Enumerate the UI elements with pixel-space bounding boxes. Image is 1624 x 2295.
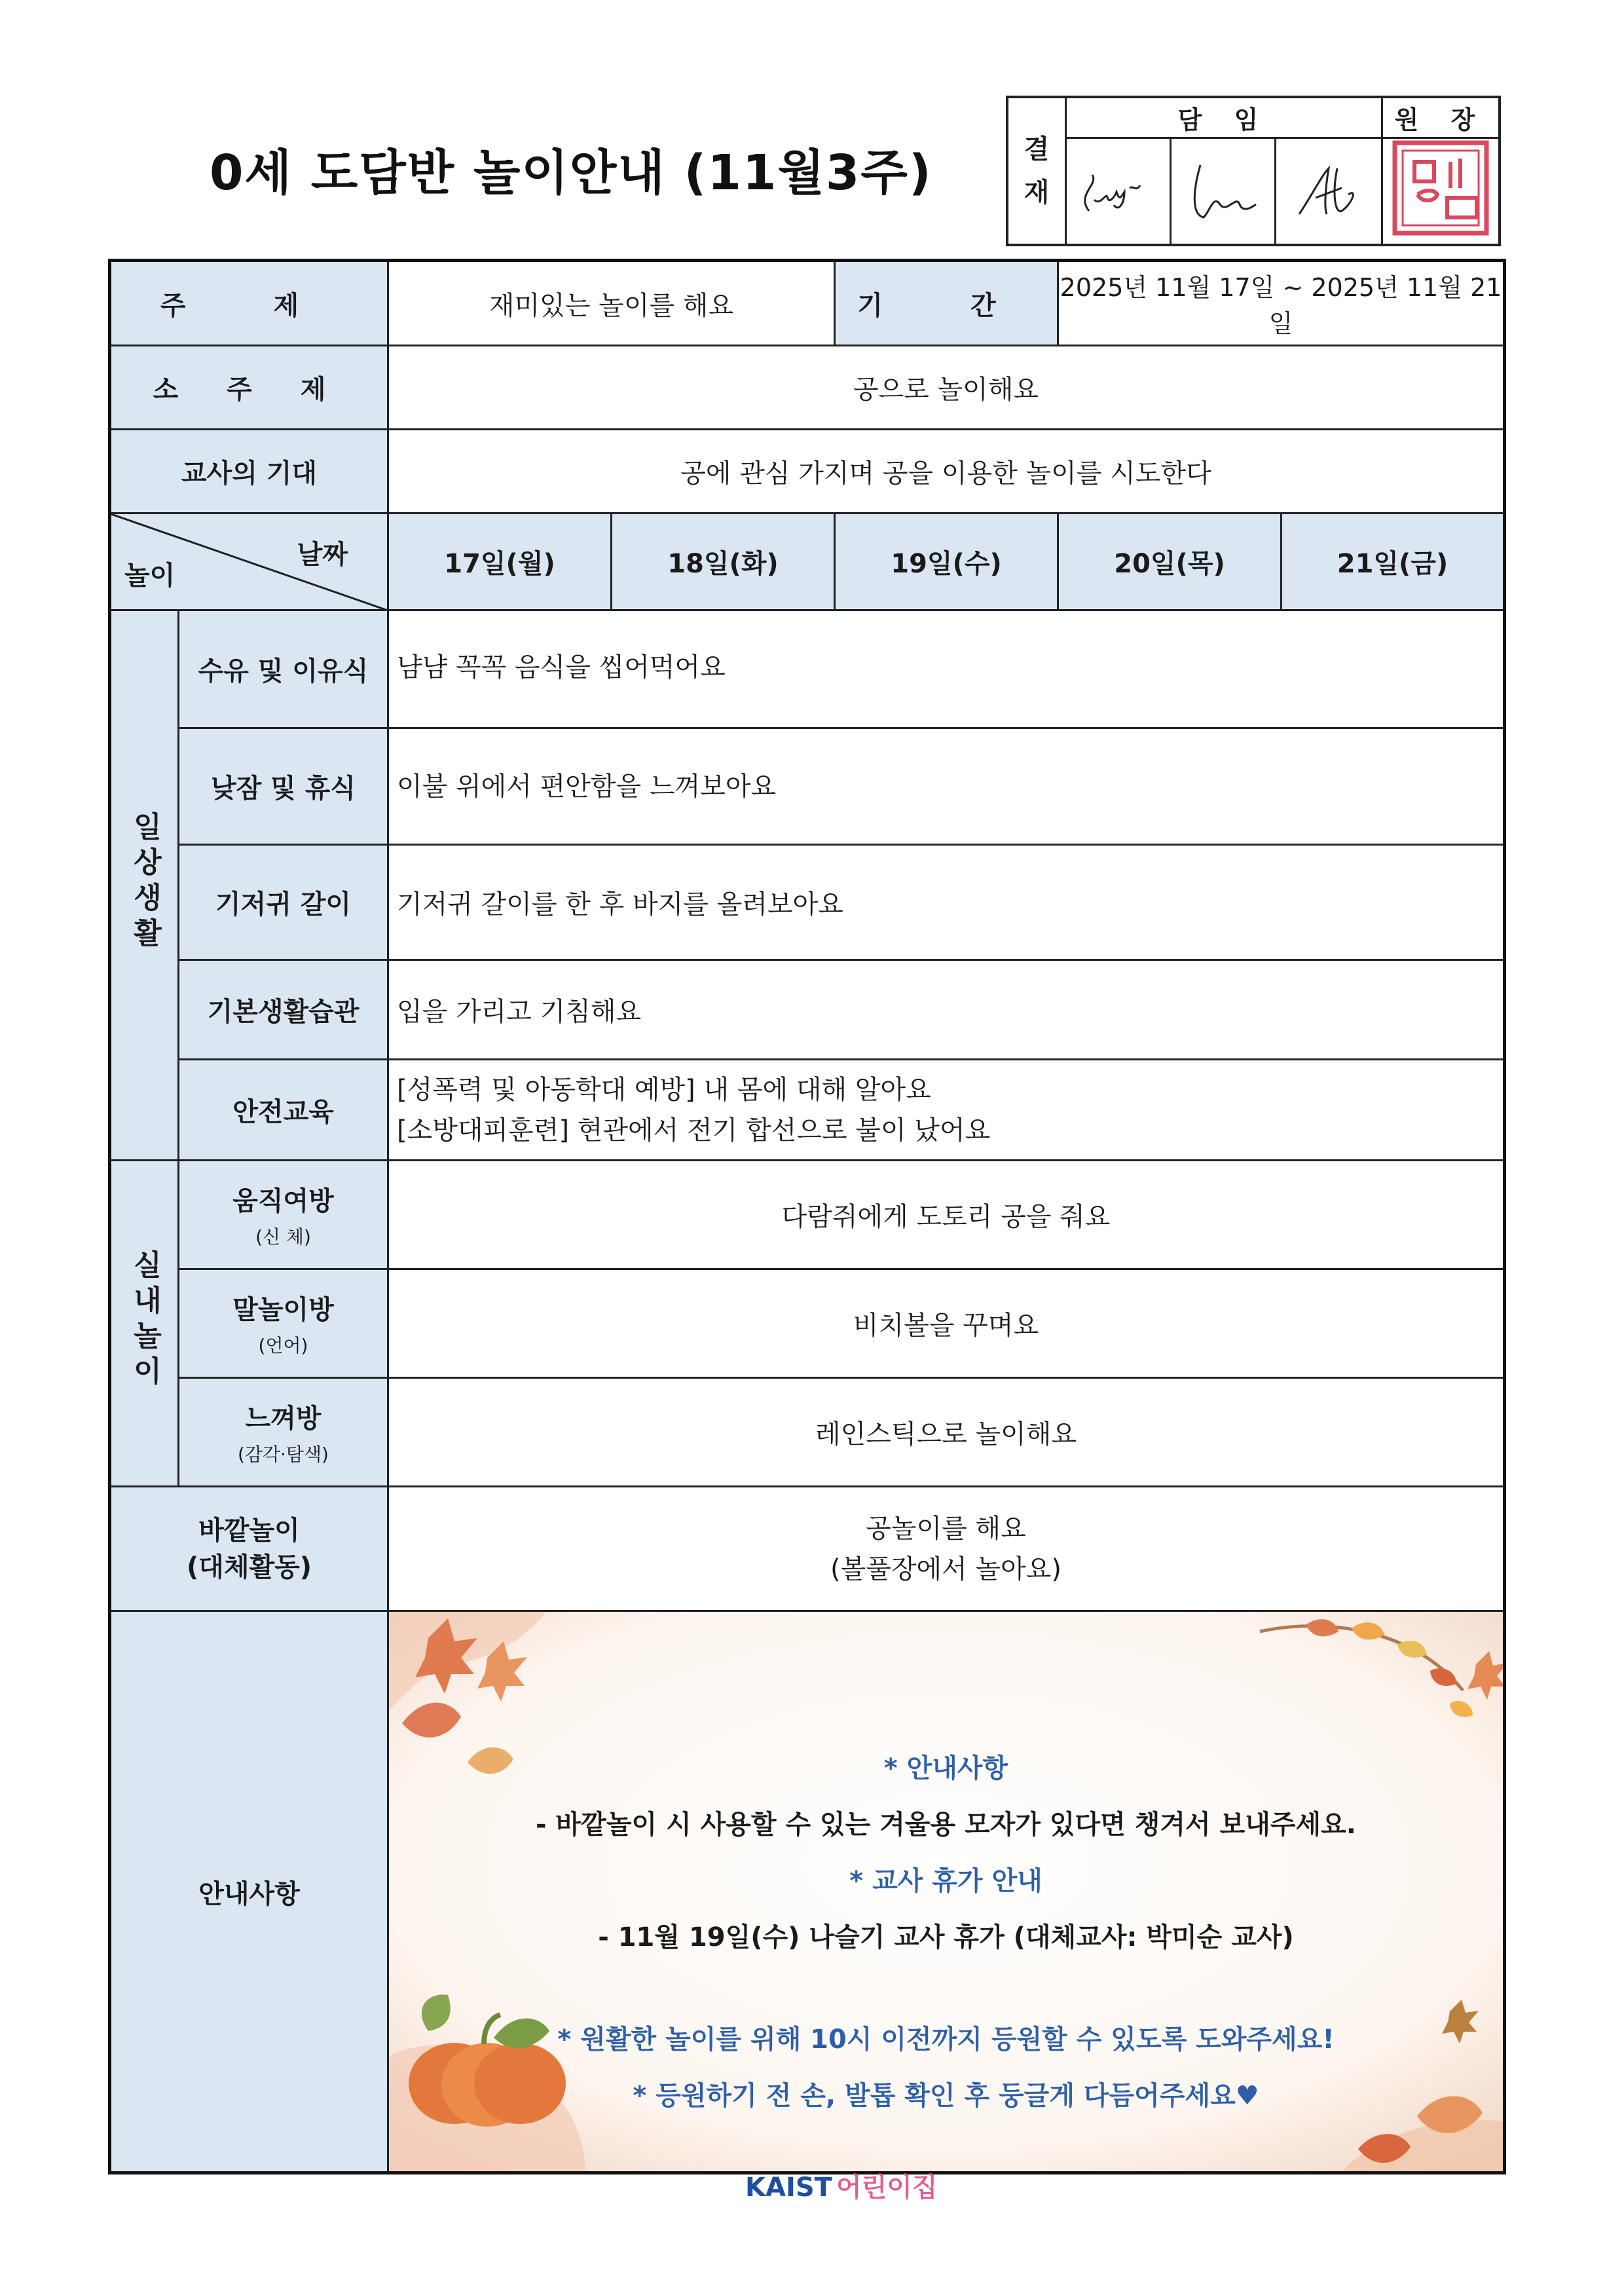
language-content: 비치볼을 꾸며요 xyxy=(388,1269,1505,1378)
director-stamp xyxy=(1383,139,1498,237)
notice-text xyxy=(389,1659,1503,2124)
outdoor-row xyxy=(110,1487,1505,1611)
notice-line-4: * 등원하기 전 손, 발톱 확인 후 둥글게 다듬어주세요♥ xyxy=(633,2081,1259,2111)
page-title: 0세 도담반 놀이안내 (11월3주) xyxy=(210,145,932,201)
approval-label xyxy=(1008,98,1067,244)
signature-1 xyxy=(1067,139,1172,244)
approval-label-1: 결 xyxy=(1024,134,1050,164)
expectation-value: 공에 관심 가지며 공을 이용한 놀이를 시도한다 xyxy=(388,430,1505,513)
indoor-play-group: 실내놀이 xyxy=(110,1161,179,1487)
signature-image-3 xyxy=(1280,149,1378,234)
day-fri: 21일(금) xyxy=(1282,513,1505,610)
days-row xyxy=(110,513,1505,610)
teacher-header: 담 임 xyxy=(1067,98,1381,139)
theme-label: 주 제 xyxy=(110,261,388,346)
logo-brand: KAIST xyxy=(745,2173,832,2203)
outdoor-line-2: (볼풀장에서 놀아요) xyxy=(830,1554,1062,1584)
weekly-plan-table xyxy=(108,259,1506,2174)
diaper-content: 기저귀 갈이를 한 후 바지를 올려보아요 xyxy=(388,845,1505,960)
outdoor-label: 바깥놀이 (대체활동) xyxy=(110,1487,388,1611)
daily-life-group: 일상생활 xyxy=(110,610,179,1161)
notice-line-3: * 원활한 놀이를 위해 10시 이전까지 등원할 수 있도록 도와주세요! xyxy=(557,2024,1335,2055)
corner-bottom-label: 놀이 xyxy=(124,561,175,591)
footer-logo xyxy=(745,2167,938,2204)
signature-image-1 xyxy=(1069,149,1168,234)
corner-top-label: 날짜 xyxy=(297,540,348,570)
day-wed: 19일(수) xyxy=(835,513,1058,610)
habits-label: 기본생활습관 xyxy=(179,960,388,1060)
theme-row xyxy=(110,261,1505,346)
director-sign-group xyxy=(1383,98,1498,244)
daily-row-safety xyxy=(110,1060,1505,1161)
teacher-sign-group xyxy=(1067,98,1383,244)
signature-2 xyxy=(1172,139,1276,244)
expectation-label: 교사의 기대 xyxy=(110,430,388,513)
nap-label: 낮잠 및 휴식 xyxy=(179,728,388,845)
safety-label: 안전교육 xyxy=(179,1060,388,1161)
sensory-label: 느껴방 (감각·탐색) xyxy=(179,1378,388,1487)
notice-label: 안내사항 xyxy=(110,1611,388,2173)
safety-line-1: [성폭력 및 아동학대 예방] 내 몸에 대해 알아요 xyxy=(397,1074,931,1105)
language-label: 말놀이방 (언어) xyxy=(179,1269,388,1378)
notice-line-1: - 바깥놀이 시 사용할 수 있는 겨울용 모자가 있다면 챙겨서 보내주세요. xyxy=(536,1810,1356,1840)
feeding-content: 냠냠 꼭꼭 음식을 씹어먹어요 xyxy=(388,610,1505,728)
notice-heading-2: * 교사 휴가 안내 xyxy=(849,1866,1043,1896)
day-tue: 18일(화) xyxy=(612,513,835,610)
indoor-row-movement xyxy=(110,1161,1505,1269)
movement-sublabel: (신 체) xyxy=(255,1226,311,1248)
subtheme-label: 소 주 제 xyxy=(110,346,388,430)
indoor-row-language xyxy=(110,1269,1505,1378)
language-sublabel: (언어) xyxy=(258,1335,308,1356)
director-header: 원 장 xyxy=(1383,98,1498,139)
period-value: 2025년 11월 17일 ~ 2025년 11월 21일 xyxy=(1058,261,1505,346)
daily-row-habits xyxy=(110,960,1505,1060)
nap-content: 이불 위에서 편안함을 느껴보아요 xyxy=(388,728,1505,845)
stamp-icon xyxy=(1388,139,1493,237)
approval-box xyxy=(1006,96,1501,246)
diaper-label: 기저귀 갈이 xyxy=(179,845,388,960)
signature-3 xyxy=(1276,139,1381,244)
expectation-row xyxy=(110,430,1505,513)
theme-value: 재미있는 놀이를 해요 xyxy=(388,261,835,346)
notice-line-2: - 11월 19일(수) 나슬기 교사 휴가 (대체교사: 박미순 교사) xyxy=(598,1922,1294,1952)
day-mon: 17일(월) xyxy=(388,513,612,610)
day-thu: 20일(목) xyxy=(1058,513,1282,610)
notice-row xyxy=(110,1611,1505,2173)
approval-label-2: 재 xyxy=(1024,177,1050,208)
movement-label: 움직여방 (신 체) xyxy=(179,1161,388,1269)
outdoor-line-1: 공놀이를 해요 xyxy=(866,1513,1026,1544)
subtheme-value: 공으로 놀이해요 xyxy=(388,346,1505,430)
indoor-row-sensory xyxy=(110,1378,1505,1487)
safety-content xyxy=(388,1060,1505,1161)
signature-image-2 xyxy=(1174,149,1272,234)
sensory-sublabel: (감각·탐색) xyxy=(238,1444,329,1465)
sensory-content: 레인스틱으로 놀이해요 xyxy=(388,1378,1505,1487)
safety-line-2: [소방대피훈련] 현관에서 전기 합선으로 불이 났어요 xyxy=(397,1115,991,1146)
notice-content xyxy=(388,1611,1505,2173)
corner-header xyxy=(110,513,388,610)
habits-content: 입을 가리고 기침해요 xyxy=(388,960,1505,1060)
daily-row-diaper xyxy=(110,845,1505,960)
period-label: 기 간 xyxy=(835,261,1058,346)
daily-row-nap xyxy=(110,728,1505,845)
logo-name: 어린이집 xyxy=(836,2173,938,2203)
outdoor-content xyxy=(388,1487,1505,1611)
notice-heading-1: * 안내사항 xyxy=(883,1753,1008,1783)
movement-content: 다람쥐에게 도토리 공을 줘요 xyxy=(388,1161,1505,1269)
daily-row-feeding xyxy=(110,610,1505,728)
feeding-label: 수유 및 이유식 xyxy=(179,610,388,728)
subtheme-row xyxy=(110,346,1505,430)
